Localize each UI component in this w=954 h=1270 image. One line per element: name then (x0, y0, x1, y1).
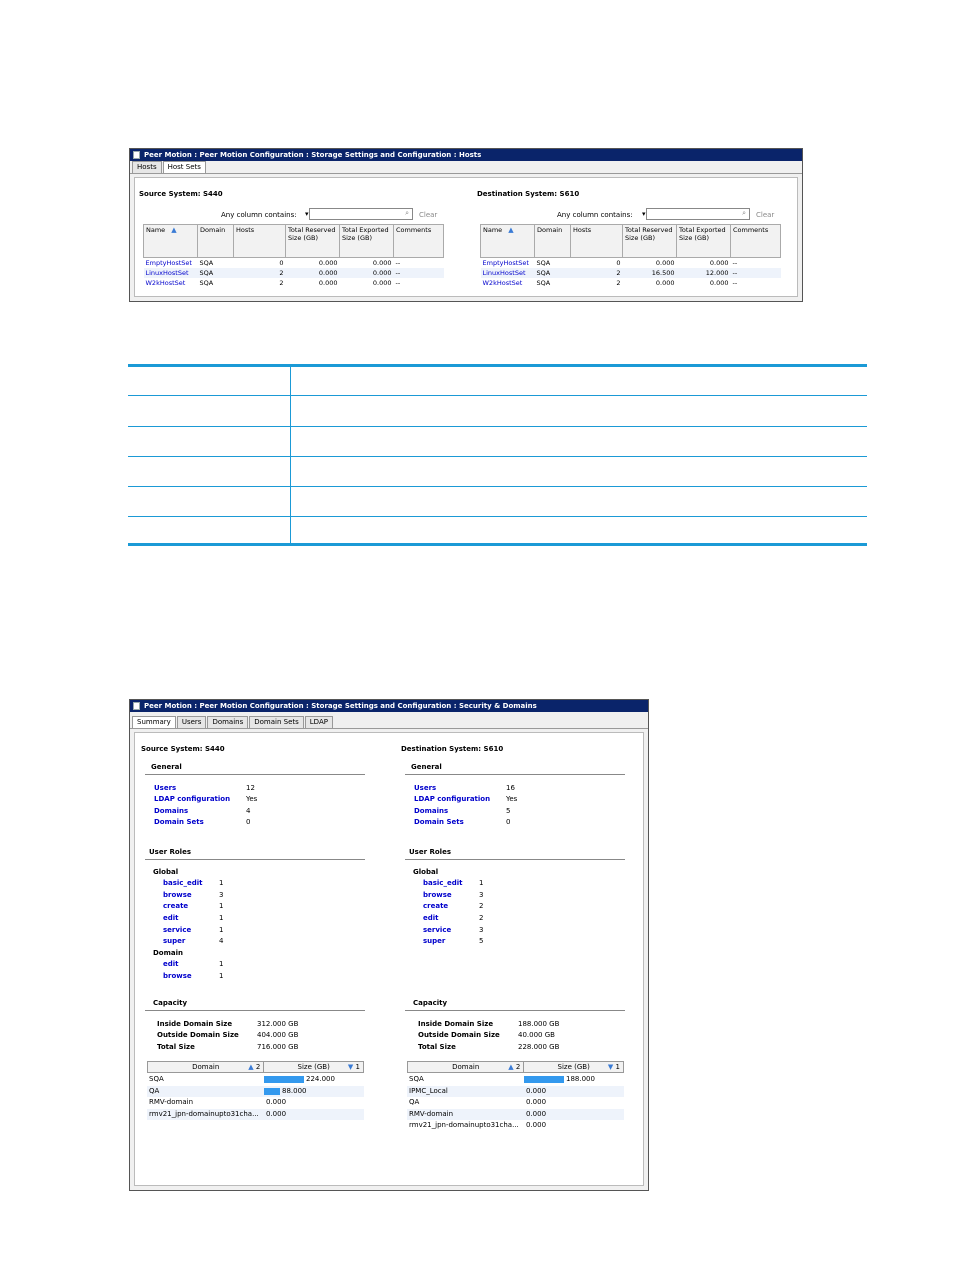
destination-domains-link[interactable]: Domains (414, 807, 449, 815)
col-domain[interactable]: Domain (535, 225, 571, 258)
domain-name: IPMC_Local (409, 1086, 448, 1095)
table-row[interactable] (481, 258, 781, 269)
filter-search-icon: ⌕ (405, 209, 409, 217)
destination-users-link[interactable]: Users (414, 784, 437, 792)
cell-exported: 0.000 (340, 268, 394, 278)
cell-domain: SQA (535, 268, 571, 278)
tab-summary[interactable]: Summary (132, 716, 176, 728)
sort-desc-icon: ▼ (347, 1063, 354, 1071)
domain-size-value: 88.000 (282, 1086, 307, 1095)
table-row-divider (128, 395, 867, 396)
cell-hosts: 0 (279, 259, 284, 267)
col-domain[interactable]: Domain ▲ 2 (408, 1062, 524, 1072)
col-hosts[interactable]: Hosts (571, 225, 623, 258)
host-set-name-link[interactable]: W2kHostSet (482, 279, 523, 287)
col-domain[interactable]: Domain (198, 225, 234, 258)
hosts-window (129, 148, 803, 302)
table-row[interactable] (481, 268, 781, 278)
source-filter-label: Any column contains: (221, 211, 297, 219)
security-window-title: Peer Motion : Peer Motion Configuration : Storage Settings and Configuration : Security & Domains (144, 702, 537, 710)
table-row-divider (128, 486, 867, 487)
source-ldap-link[interactable]: LDAP configuration (154, 795, 231, 803)
tab-ldap[interactable]: LDAP (305, 716, 333, 728)
col-total-reserved[interactable]: Total Reserved Size (GB) (286, 225, 340, 258)
domain-row[interactable] (407, 1109, 624, 1120)
destination-clear-button[interactable]: Clear (756, 211, 775, 219)
col-total-exported[interactable]: Total Exported Size (GB) (340, 225, 394, 258)
destination-filter-dropdown-icon[interactable]: ▾ (642, 210, 646, 218)
domain-size-value: 0.000 (526, 1121, 547, 1129)
cell-comments: -- (395, 279, 401, 287)
divider (405, 859, 625, 860)
role-count: 3 (479, 926, 484, 934)
domain-size-bar (264, 1088, 280, 1095)
cell-exported: 0.000 (709, 279, 729, 287)
capacity-value: 312.000 GB (257, 1020, 299, 1028)
capacity-label: Total Size (157, 1043, 195, 1051)
source-domain-sets-value: 0 (246, 818, 251, 826)
destination-capacity-label: Capacity (413, 999, 448, 1007)
divider (145, 1010, 365, 1011)
domain-row[interactable] (147, 1097, 364, 1108)
capacity-value: 40.000 GB (518, 1031, 555, 1039)
capacity-value: 716.000 GB (257, 1043, 299, 1051)
tab-domain-sets[interactable]: Domain Sets (249, 716, 304, 728)
source-domain-sets-link[interactable]: Domain Sets (154, 818, 204, 826)
source-system-heading: Source System: S440 (139, 190, 223, 198)
window-icon (133, 151, 140, 159)
destination-filter-label: Any column contains: (557, 211, 633, 219)
hosts-content-panel (134, 177, 798, 297)
domain-row[interactable] (147, 1109, 364, 1120)
domain-name: SQA (409, 1075, 424, 1083)
cell-hosts: 0 (616, 259, 621, 267)
destination-role-create[interactable]: create (423, 902, 449, 910)
table-row-divider (128, 456, 867, 457)
cell-reserved: 0.000 (318, 279, 338, 287)
col-comments[interactable]: Comments (394, 225, 444, 258)
role-count: 1 (219, 972, 224, 980)
role-count: 2 (479, 902, 484, 910)
security-window-titlebar (130, 700, 648, 712)
window-icon (133, 702, 140, 710)
cell-reserved: 16.500 (623, 268, 677, 278)
cell-comments: -- (731, 268, 781, 278)
source-role-browse[interactable]: browse (163, 891, 192, 899)
source-general-label: General (151, 763, 182, 771)
cell-comments: -- (732, 279, 738, 287)
capacity-label: Total Size (418, 1043, 456, 1051)
sort-asc-icon: ▲ (508, 1063, 514, 1071)
domain-size-value: 188.000 (566, 1075, 595, 1083)
source-filter-input[interactable] (309, 208, 413, 220)
security-content-panel (134, 732, 644, 1186)
domain-name: rmv21_jpn-domainupto31cha... (149, 1109, 259, 1118)
role-count: 2 (479, 914, 484, 922)
col-total-exported[interactable]: Total Exported Size (GB) (677, 225, 731, 258)
col-comments[interactable]: Comments (731, 225, 781, 258)
role-count: 3 (219, 891, 224, 899)
destination-ldap-link[interactable]: LDAP configuration (414, 795, 491, 803)
role-count: 1 (219, 879, 224, 887)
destination-role-basic-edit[interactable]: basic_edit (423, 879, 463, 887)
source-role-create[interactable]: create (163, 902, 189, 910)
source-host-sets-table (143, 224, 444, 288)
destination-filter-input[interactable] (646, 208, 750, 220)
col-total-reserved[interactable]: Total Reserved Size (GB) (623, 225, 677, 258)
destination-host-sets-table (480, 224, 781, 288)
destination-domain-sets-link[interactable]: Domain Sets (414, 818, 464, 826)
tab-domains[interactable]: Domains (207, 716, 248, 728)
source-domain-label: Domain (153, 949, 184, 957)
host-set-name-link[interactable]: EmptyHostSet (482, 259, 529, 267)
col-size[interactable]: Size (GB) ▼ 1 (297, 1063, 360, 1071)
sort-asc-icon: ▲ (171, 226, 177, 234)
capacity-value: 228.000 GB (518, 1043, 560, 1051)
divider (145, 774, 365, 775)
cell-reserved: 0.000 (655, 259, 675, 267)
role-count: 5 (479, 937, 484, 945)
destination-system-heading: Destination System: S610 (477, 190, 580, 198)
sort-desc-icon: ▼ (607, 1063, 614, 1071)
destination-role-super[interactable]: super (423, 937, 446, 945)
table-row-divider (128, 426, 867, 427)
role-count: 1 (219, 902, 224, 910)
hosts-window-titlebar (130, 149, 802, 161)
cell-hosts: 2 (279, 279, 284, 287)
domain-size-value: 0.000 (266, 1109, 287, 1118)
source-domain-table-header (147, 1061, 364, 1073)
source-role-super[interactable]: super (163, 937, 186, 945)
source-role-service[interactable]: service (163, 926, 192, 934)
table-header-row (481, 225, 781, 258)
destination-users-value: 16 (506, 784, 515, 792)
security-window (129, 699, 649, 1191)
cell-exported: 0.000 (372, 279, 392, 287)
domain-size-value: 0.000 (526, 1109, 547, 1118)
domain-row[interactable] (407, 1120, 624, 1131)
destination-domain-sets-value: 0 (506, 818, 511, 826)
domain-size-value: 224.000 (306, 1075, 335, 1083)
role-count: 4 (219, 937, 224, 945)
table-row[interactable] (144, 268, 444, 278)
destination-global-label: Global (413, 868, 439, 876)
divider (145, 859, 365, 860)
source-user-roles-label: User Roles (149, 848, 191, 856)
cell-comments: -- (395, 259, 401, 267)
cell-exported: 0.000 (372, 259, 392, 267)
domain-row[interactable] (407, 1086, 624, 1097)
domain-name: SQA (149, 1075, 164, 1083)
role-count: 1 (219, 960, 224, 968)
cell-domain: SQA (199, 259, 214, 267)
source-filter-dropdown-icon[interactable]: ▾ (305, 210, 309, 218)
source-system-heading: Source System: S440 (141, 745, 225, 753)
table-row[interactable] (481, 278, 781, 288)
capacity-label: Outside Domain Size (418, 1031, 500, 1039)
cell-domain: SQA (198, 268, 234, 278)
destination-role-service[interactable]: service (423, 926, 452, 934)
domain-name: QA (409, 1098, 420, 1106)
domain-name: QA (149, 1086, 160, 1095)
destination-role-edit[interactable]: edit (423, 914, 439, 922)
col-domain[interactable]: Domain ▲ 2 (148, 1062, 264, 1072)
cell-comments: -- (732, 259, 738, 267)
source-ldap-value: Yes (246, 795, 258, 803)
host-set-name-link[interactable]: LinuxHostSet (144, 268, 198, 278)
host-set-name-link[interactable]: LinuxHostSet (481, 268, 535, 278)
col-size[interactable]: Size (GB) ▼ 1 (557, 1063, 620, 1071)
capacity-label: Inside Domain Size (418, 1020, 494, 1028)
role-count: 3 (479, 891, 484, 899)
cell-hosts: 2 (234, 268, 286, 278)
source-users-value: 12 (246, 784, 255, 792)
domain-row[interactable] (407, 1097, 624, 1108)
destination-ldap-value: Yes (506, 795, 518, 803)
sort-asc-icon: ▲ (508, 226, 514, 234)
capacity-value: 188.000 GB (518, 1020, 560, 1028)
role-count: 1 (479, 879, 484, 887)
destination-domains-value: 5 (506, 807, 511, 815)
host-set-name-link[interactable]: W2kHostSet (145, 279, 186, 287)
role-count: 1 (219, 914, 224, 922)
domain-name: RMV-domain (149, 1098, 194, 1106)
table-row-divider (128, 516, 867, 517)
cell-reserved: 0.000 (318, 259, 338, 267)
tab-users[interactable]: Users (177, 716, 207, 728)
hosts-window-title: Peer Motion : Peer Motion Configuration : Storage Settings and Configuration : Hosts (144, 151, 482, 159)
domain-size-value: 0.000 (266, 1098, 287, 1106)
tab-hosts[interactable]: Hosts (132, 161, 162, 173)
cell-hosts: 2 (616, 279, 621, 287)
security-tab-bar (130, 712, 648, 729)
destination-general-label: General (411, 763, 442, 771)
hosts-tab-bar (130, 161, 802, 174)
domain-row[interactable] (147, 1074, 364, 1085)
source-users-link[interactable]: Users (154, 784, 177, 792)
source-domains-link[interactable]: Domains (154, 807, 189, 815)
destination-user-roles-label: User Roles (409, 848, 451, 856)
destination-domain-table-header (407, 1061, 624, 1073)
cell-domain: SQA (536, 279, 551, 287)
domain-name: RMV-domain (409, 1109, 454, 1118)
document-table (128, 364, 867, 546)
domain-row[interactable] (407, 1074, 624, 1085)
cell-domain: SQA (199, 279, 214, 287)
source-domains-value: 4 (246, 807, 251, 815)
table-row[interactable] (144, 258, 444, 269)
table-row[interactable] (144, 278, 444, 288)
source-clear-button[interactable]: Clear (419, 211, 438, 219)
col-hosts[interactable]: Hosts (234, 225, 286, 258)
capacity-label: Inside Domain Size (157, 1020, 233, 1028)
cell-hosts: 2 (571, 268, 623, 278)
filter-search-icon: ⌕ (742, 209, 746, 217)
destination-system-heading: Destination System: S610 (401, 745, 504, 753)
capacity-value: 404.000 GB (257, 1031, 299, 1039)
domain-size-bar (524, 1076, 564, 1083)
divider (405, 774, 625, 775)
source-global-label: Global (153, 868, 179, 876)
capacity-label: Outside Domain Size (157, 1031, 239, 1039)
source-domain-role-edit[interactable]: edit (163, 960, 179, 968)
cell-exported: 0.000 (709, 259, 729, 267)
cell-reserved: 0.000 (655, 279, 675, 287)
tab-host-sets[interactable]: Host Sets (163, 161, 206, 173)
domain-size-value: 0.000 (526, 1086, 547, 1095)
cell-domain: SQA (536, 259, 551, 267)
col-name[interactable]: Name ▲ (481, 225, 535, 258)
sort-asc-icon: ▲ (248, 1063, 254, 1071)
cell-comments: -- (394, 268, 444, 278)
host-set-name-link[interactable]: EmptyHostSet (145, 259, 192, 267)
source-role-edit[interactable]: edit (163, 914, 179, 922)
source-domain-role-browse[interactable]: browse (163, 972, 192, 980)
domain-size-value: 0.000 (526, 1098, 547, 1106)
role-count: 1 (219, 926, 224, 934)
domain-size-bar (264, 1076, 304, 1083)
domain-name: rmv21_jpn-domainupto31cha... (409, 1121, 519, 1129)
source-role-basic-edit[interactable]: basic_edit (163, 879, 203, 887)
col-name[interactable]: Name ▲ (144, 225, 198, 258)
divider (405, 1010, 625, 1011)
source-capacity-label: Capacity (153, 999, 188, 1007)
cell-reserved: 0.000 (286, 268, 340, 278)
domain-row[interactable] (147, 1086, 364, 1097)
destination-role-browse[interactable]: browse (423, 891, 452, 899)
table-header-row (144, 225, 444, 258)
cell-exported: 12.000 (677, 268, 731, 278)
